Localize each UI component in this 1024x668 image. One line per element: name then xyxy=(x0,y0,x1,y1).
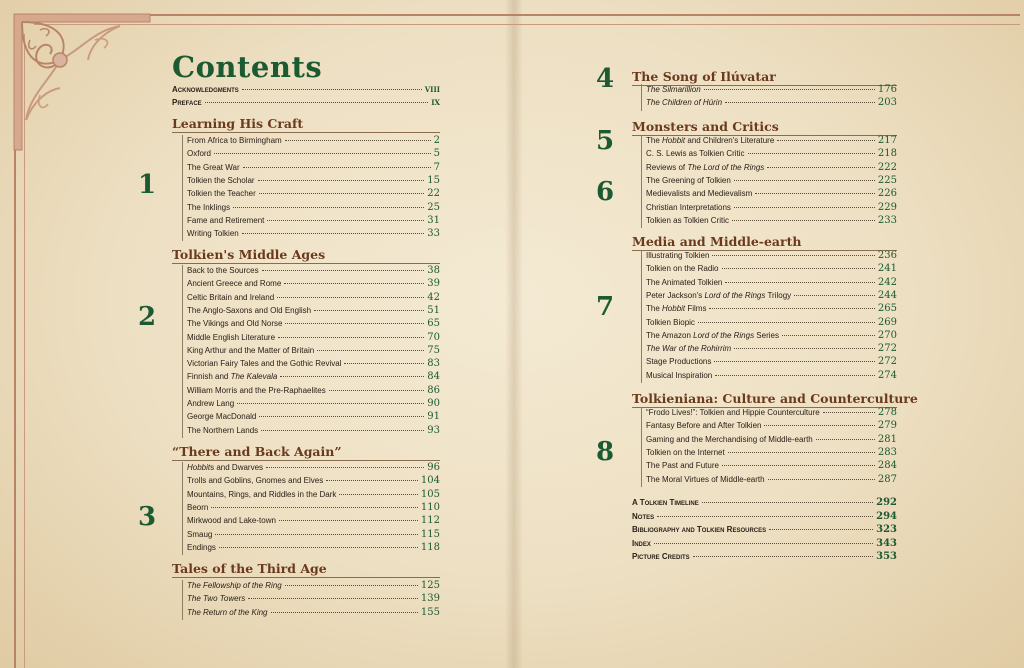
dot-leader xyxy=(693,556,873,557)
matter-entry xyxy=(632,538,897,551)
page-number: 283 xyxy=(877,446,897,458)
entry-title: Tolkien the Scholar xyxy=(187,175,255,185)
part-number: 5 xyxy=(596,126,615,156)
section-rule xyxy=(172,460,440,461)
toc-entry xyxy=(187,475,440,488)
page-number: 93 xyxy=(427,424,440,436)
toc-entry xyxy=(187,148,440,161)
entry-title: The Hobbit and Children's Literature xyxy=(646,136,775,145)
book-spine xyxy=(505,0,523,668)
toc-entry xyxy=(187,411,440,424)
toc-entry xyxy=(646,356,897,369)
dot-leader xyxy=(262,270,425,271)
dot-leader xyxy=(755,193,875,194)
toc-entry xyxy=(646,277,897,290)
dot-leader xyxy=(728,452,875,453)
toc-entry xyxy=(187,607,440,620)
page-number: 139 xyxy=(420,593,440,605)
section-rule xyxy=(172,577,440,578)
entry-title: Fame and Retirement xyxy=(187,215,265,225)
entry-title: From Africa to Birmingham xyxy=(187,136,282,145)
entry-title: The Northern Lands xyxy=(187,425,259,435)
dot-leader xyxy=(314,310,424,311)
page-number: 105 xyxy=(420,488,440,500)
toc-entry xyxy=(646,317,897,330)
page-number: 292 xyxy=(876,497,897,508)
dot-leader xyxy=(259,416,424,417)
entry-title: C. S. Lewis as Tolkien Critic xyxy=(646,149,745,159)
page-number: 112 xyxy=(420,515,440,527)
toc-entry xyxy=(646,303,897,316)
page-number: 65 xyxy=(427,318,440,330)
entry-title: Smaug xyxy=(187,529,213,539)
dot-leader xyxy=(329,390,425,391)
dot-leader xyxy=(722,268,875,269)
entry-title: The Moral Virtues of Middle-earth xyxy=(646,474,765,484)
dot-leader xyxy=(654,543,873,544)
page-number: 75 xyxy=(427,344,440,356)
page-number: 323 xyxy=(876,524,897,535)
dot-leader xyxy=(280,376,424,377)
section-title: The Song of Ilúvatar xyxy=(632,69,776,84)
page-number: 42 xyxy=(427,291,440,303)
page-number: 15 xyxy=(427,174,440,186)
page-number: 83 xyxy=(427,358,440,370)
dot-leader xyxy=(767,167,875,168)
page-number: viii xyxy=(424,84,440,95)
page-number: 39 xyxy=(427,278,440,290)
part-number: 1 xyxy=(138,170,157,200)
toc-entry xyxy=(187,305,440,318)
page-number: 281 xyxy=(877,433,897,445)
toc-entry xyxy=(646,250,897,263)
dot-leader xyxy=(782,335,875,336)
dot-leader xyxy=(317,350,424,351)
page-number: ix xyxy=(431,97,440,108)
dot-leader xyxy=(242,233,425,234)
part-number: 2 xyxy=(138,302,157,332)
top-border xyxy=(34,14,1020,25)
dot-leader xyxy=(214,153,431,154)
dot-leader xyxy=(734,207,875,208)
toc-entry xyxy=(646,135,897,148)
toc-entry xyxy=(187,425,440,438)
section-rule xyxy=(172,132,440,133)
dot-leader xyxy=(285,585,418,586)
toc-entry xyxy=(187,385,440,398)
toc-entry xyxy=(187,462,440,475)
page-number: 343 xyxy=(876,537,897,549)
page-number: 115 xyxy=(420,528,440,540)
page-number: 272 xyxy=(877,343,897,355)
entry-title: The Inklings xyxy=(187,202,231,212)
page-number: 70 xyxy=(427,331,440,343)
toc-entry xyxy=(187,175,440,188)
page-number: 2 xyxy=(433,135,440,146)
page-number: 22 xyxy=(427,188,440,200)
entry-title: Back to the Sources xyxy=(187,266,259,275)
page-number: 5 xyxy=(433,148,440,160)
page-number: 110 xyxy=(420,501,440,513)
toc-entry xyxy=(187,318,440,331)
entry-title: The Hobbit Films xyxy=(646,304,707,314)
page-number: 242 xyxy=(877,276,897,288)
matter-entry xyxy=(172,84,440,97)
entry-group-bar xyxy=(641,407,642,487)
entry-group-bar xyxy=(641,84,642,111)
toc-entry xyxy=(646,84,897,97)
dot-leader xyxy=(712,255,874,256)
matter-entry xyxy=(632,524,897,537)
entry-group-bar xyxy=(182,135,183,241)
entry-title: Mountains, Rings, and Riddles in the Dark xyxy=(187,489,337,499)
dot-leader xyxy=(278,337,424,338)
dot-leader xyxy=(725,282,875,283)
entry-title: Index xyxy=(632,538,651,548)
dot-leader xyxy=(205,102,429,103)
page-number: 279 xyxy=(877,420,897,432)
entry-title: Tolkien the Teacher xyxy=(187,189,256,199)
dot-leader xyxy=(261,430,424,431)
page-number: 222 xyxy=(877,161,897,173)
dot-leader xyxy=(237,403,424,404)
entry-title: Finnish and The Kalevala xyxy=(187,372,278,382)
entry-title: William Morris and the Pre-Raphaelites xyxy=(187,385,326,395)
entry-title: Writing Tolkien xyxy=(187,229,239,239)
page-number: 287 xyxy=(877,473,897,485)
dot-leader xyxy=(715,375,875,376)
dot-leader xyxy=(271,612,418,613)
entry-title: Christian Interpretations xyxy=(646,202,731,212)
toc-entry xyxy=(646,175,897,188)
dot-leader xyxy=(748,153,875,154)
page-number: 269 xyxy=(877,316,897,328)
page-number: 272 xyxy=(877,356,897,368)
page-number: 225 xyxy=(877,175,897,186)
matter-entry xyxy=(632,551,897,564)
section-title: Media and Middle-earth xyxy=(632,234,802,249)
page-number: 91 xyxy=(427,411,440,423)
toc-entry xyxy=(187,278,440,291)
section-title: “There and Back Again” xyxy=(172,444,342,459)
entry-title: The Vikings and Old Norse xyxy=(187,319,283,329)
entry-title: The Children of Húrin xyxy=(646,98,723,108)
entry-title: Medievalists and Medievalism xyxy=(646,189,753,199)
dot-leader xyxy=(219,547,418,548)
entry-title: Musical Inspiration xyxy=(646,370,713,380)
toc-entry xyxy=(187,162,440,175)
dot-leader xyxy=(284,283,424,284)
toc-entry xyxy=(646,370,897,383)
toc-entry xyxy=(646,148,897,161)
part-number: 3 xyxy=(138,502,157,532)
toc-entry xyxy=(646,97,897,110)
toc-entry xyxy=(646,434,897,447)
dot-leader xyxy=(816,439,875,440)
toc-entry xyxy=(646,460,897,473)
page-number: 86 xyxy=(427,384,440,396)
dot-leader xyxy=(698,322,875,323)
toc-entry xyxy=(187,398,440,411)
toc-entry xyxy=(187,515,440,528)
entry-group-bar xyxy=(641,135,642,175)
dot-leader xyxy=(769,529,873,530)
toc-entry xyxy=(187,358,440,371)
entry-title: Hobbits and Dwarves xyxy=(187,463,264,472)
page-number: 38 xyxy=(427,265,440,276)
page-number: 229 xyxy=(877,201,897,213)
entry-title: Preface xyxy=(172,98,202,107)
dot-leader xyxy=(714,361,875,362)
dot-leader xyxy=(722,465,875,466)
entry-title: Acknowledgments xyxy=(172,85,239,94)
dot-leader xyxy=(657,516,873,517)
entry-title: The Two Towers xyxy=(187,594,246,604)
toc-entry xyxy=(187,371,440,384)
dot-leader xyxy=(704,89,875,90)
entry-title: The Return of the King xyxy=(187,607,268,617)
page-number: 51 xyxy=(427,304,440,316)
entry-title: The Past and Future xyxy=(646,461,719,471)
toc-entry xyxy=(646,407,897,420)
toc-entry xyxy=(646,215,897,228)
entry-title: “Frodo Lives!”: Tolkien and Hippie Counterculture xyxy=(646,408,820,417)
dot-leader xyxy=(702,502,873,503)
page-number: 84 xyxy=(427,371,440,383)
page-number: 278 xyxy=(877,407,897,418)
section-title: Learning His Craft xyxy=(172,116,304,131)
part-number: 7 xyxy=(596,292,615,322)
entry-title: Celtic Britain and Ireland xyxy=(187,292,275,302)
entry-title: Mirkwood and Lake-town xyxy=(187,516,276,526)
section-title: Tales of the Third Age xyxy=(172,561,327,576)
page-number: 118 xyxy=(420,541,440,553)
entry-title: King Arthur and the Matter of Britain xyxy=(187,345,315,355)
entry-title: Tolkien on the Internet xyxy=(646,447,725,457)
dot-leader xyxy=(764,425,874,426)
page-number: 176 xyxy=(877,84,897,95)
page-number: 274 xyxy=(877,369,897,381)
toc-entry xyxy=(646,474,897,487)
toc-entry xyxy=(187,489,440,502)
matter-entry xyxy=(172,97,440,110)
entry-title: Stage Productions xyxy=(646,357,712,367)
toc-entry xyxy=(646,290,897,303)
entry-title: Peter Jackson's Lord of the Rings Trilogy xyxy=(646,290,792,300)
part-number: 4 xyxy=(596,64,615,94)
entry-title: Tolkien Biopic xyxy=(646,317,695,327)
entry-group-bar xyxy=(641,250,642,383)
entry-title: The Animated Tolkien xyxy=(646,277,723,287)
entry-title: Tolkien on the Radio xyxy=(646,264,719,274)
entry-title: The Fellowship of the Ring xyxy=(187,581,282,590)
entry-title: Bibliography and Tolkien Resources xyxy=(632,525,767,534)
page-number: 125 xyxy=(420,580,440,591)
page-title: Contents xyxy=(172,50,323,84)
page-number: 226 xyxy=(877,188,897,200)
dot-leader xyxy=(215,534,418,535)
entry-title: The Greening of Tolkien xyxy=(646,176,731,185)
dot-leader xyxy=(326,480,418,481)
entry-title: Trolls and Goblins, Gnomes and Elves xyxy=(187,476,324,486)
entry-title: Illustrating Tolkien xyxy=(646,251,710,260)
page-number: 270 xyxy=(877,329,897,341)
toc-entry xyxy=(646,420,897,433)
toc-entry xyxy=(646,330,897,343)
toc-entry xyxy=(187,580,440,593)
dot-leader xyxy=(709,308,874,309)
page-number: 96 xyxy=(427,462,440,473)
section-title: Tolkieniana: Culture and Counterculture xyxy=(632,391,918,406)
entry-title: Oxford xyxy=(187,149,212,159)
toc-entry xyxy=(187,292,440,305)
entry-group-bar xyxy=(182,580,183,620)
toc-entry xyxy=(187,593,440,606)
entry-group-bar xyxy=(641,175,642,228)
dot-leader xyxy=(258,180,425,181)
toc-entry xyxy=(646,343,897,356)
entry-title: Beorn xyxy=(187,502,209,512)
entry-group-bar xyxy=(182,265,183,438)
entry-title: The Anglo-Saxons and Old English xyxy=(187,305,312,315)
toc-entry xyxy=(187,202,440,215)
entry-title: Ancient Greece and Rome xyxy=(187,279,282,289)
entry-title: Picture Credits xyxy=(632,552,690,561)
toc-entry xyxy=(187,188,440,201)
dot-leader xyxy=(277,297,424,298)
dot-leader xyxy=(777,140,875,141)
dot-leader xyxy=(211,507,418,508)
toc-entry xyxy=(187,265,440,278)
toc-entry xyxy=(646,188,897,201)
page-number: 217 xyxy=(877,135,897,146)
toc-entry xyxy=(646,447,897,460)
page-number: 7 xyxy=(433,161,440,173)
page-number: 203 xyxy=(877,97,897,109)
toc-entry xyxy=(646,162,897,175)
page-number: 353 xyxy=(876,551,897,562)
entry-title: The Silmarillion xyxy=(646,85,701,94)
entry-title: Endings xyxy=(187,542,216,552)
page-number: 244 xyxy=(877,289,897,301)
page-number: 25 xyxy=(427,201,440,213)
entry-title: Tolkien as Tolkien Critic xyxy=(646,215,729,225)
page-number: 90 xyxy=(427,398,440,409)
entry-title: The War of the Rohirrim xyxy=(646,344,732,354)
page-number: 284 xyxy=(877,460,897,472)
dot-leader xyxy=(823,412,875,413)
entry-title: Middle English Literature xyxy=(187,332,276,342)
page-number: 294 xyxy=(876,510,897,522)
page-number: 104 xyxy=(420,475,440,487)
toc-entry xyxy=(187,135,440,148)
entry-title: George MacDonald xyxy=(187,412,257,422)
toc-entry xyxy=(187,332,440,345)
matter-entry xyxy=(632,511,897,524)
dot-leader xyxy=(259,193,424,194)
page-number: 31 xyxy=(427,214,440,226)
toc-entry xyxy=(187,542,440,555)
entry-title: A Tolkien Timeline xyxy=(632,498,699,507)
dot-leader xyxy=(794,295,875,296)
entry-group-bar xyxy=(182,462,183,555)
dot-leader xyxy=(732,220,875,221)
dot-leader xyxy=(734,180,875,181)
part-number: 6 xyxy=(596,177,615,207)
section-title: Tolkien's Middle Ages xyxy=(172,247,326,262)
dot-leader xyxy=(339,494,417,495)
page-number: 236 xyxy=(877,250,897,261)
entry-title: Gaming and the Merchandising of Middle-earth xyxy=(646,434,813,444)
entry-title: Andrew Lang xyxy=(187,399,235,408)
page-number: 218 xyxy=(877,148,897,160)
part-number: 8 xyxy=(596,437,615,467)
toc-entry xyxy=(187,502,440,515)
dot-leader xyxy=(768,479,875,480)
dot-leader xyxy=(243,167,431,168)
dot-leader xyxy=(279,520,418,521)
dot-leader xyxy=(267,220,424,221)
dot-leader xyxy=(734,348,875,349)
toc-entry xyxy=(187,529,440,542)
dot-leader xyxy=(285,140,431,141)
dot-leader xyxy=(344,363,424,364)
page-number: 265 xyxy=(877,303,897,315)
entry-title: Fantasy Before and After Tolkien xyxy=(646,421,762,431)
toc-entry xyxy=(646,202,897,215)
matter-entry xyxy=(632,497,897,510)
entry-title: Reviews of The Lord of the Rings xyxy=(646,162,765,172)
page-number: 241 xyxy=(877,263,897,275)
dot-leader xyxy=(233,207,424,208)
entry-title: The Amazon Lord of the Rings Series xyxy=(646,330,779,340)
page-number: 233 xyxy=(877,214,897,226)
section-title: Monsters and Critics xyxy=(632,119,779,134)
entry-title: Notes xyxy=(632,511,655,521)
dot-leader xyxy=(248,598,418,599)
toc-entry xyxy=(187,345,440,358)
section-rule xyxy=(172,263,440,264)
page-number: 33 xyxy=(427,228,440,240)
entry-title: Victorian Fairy Tales and the Gothic Revival xyxy=(187,359,342,369)
dot-leader xyxy=(242,89,422,90)
corner-ornament-icon xyxy=(0,0,160,160)
page-number: 155 xyxy=(420,606,440,618)
dot-leader xyxy=(725,102,875,103)
entry-title: The Great War xyxy=(187,162,240,172)
toc-entry xyxy=(187,228,440,241)
dot-leader xyxy=(285,323,424,324)
toc-entry xyxy=(646,263,897,276)
toc-entry xyxy=(187,215,440,228)
dot-leader xyxy=(266,467,424,468)
